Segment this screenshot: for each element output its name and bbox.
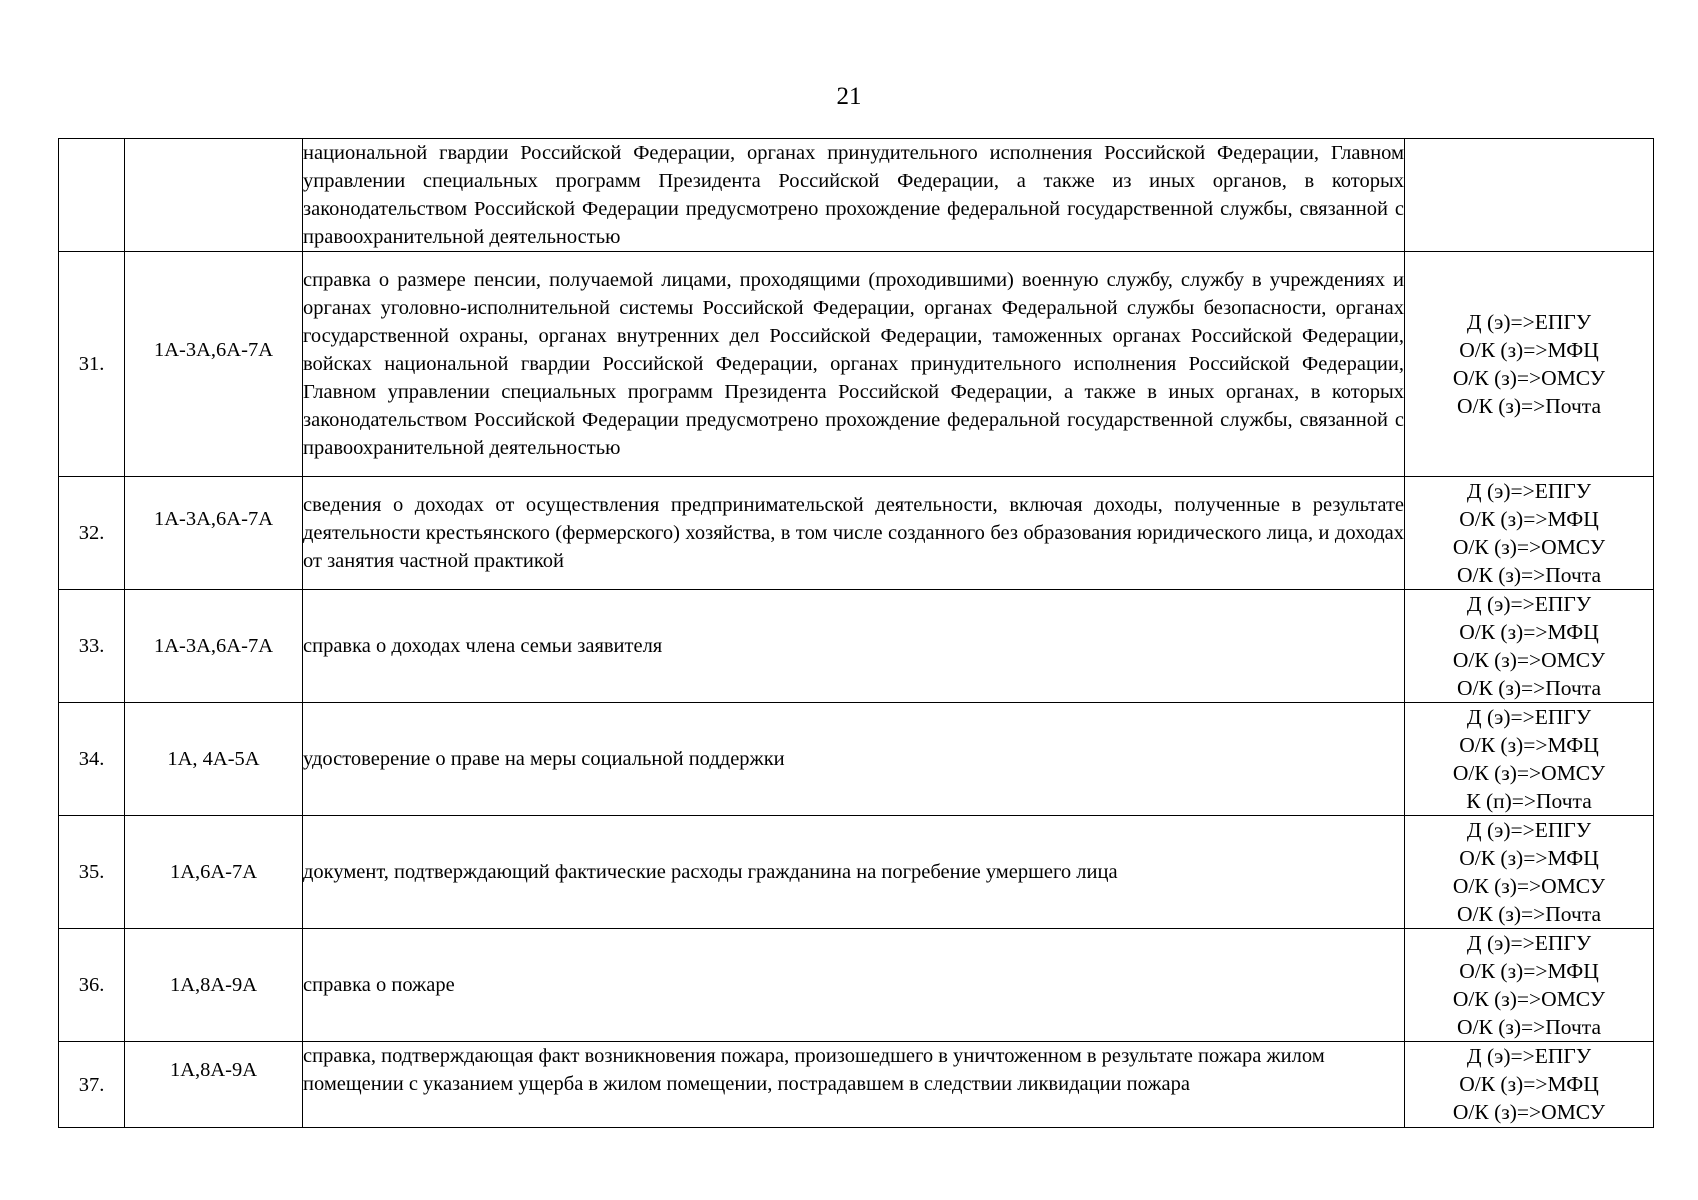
route-line: Д (э)=>ЕПГУ: [1466, 479, 1592, 503]
table-row: [59, 703, 1654, 816]
table-row: [59, 1042, 1654, 1128]
route-line: О/К (з)=>МФЦ: [1459, 620, 1599, 644]
route-line: Д (э)=>ЕПГУ: [1466, 1044, 1592, 1068]
route-line: Д (э)=>ЕПГУ: [1466, 705, 1592, 729]
row-routes: [1405, 929, 1654, 1042]
row-description: справка о пожаре: [303, 929, 1405, 1042]
route-line: О/К (з)=>МФЦ: [1459, 1072, 1599, 1096]
row-description: документ, подтверждающий фактические расходы гражданина на погребение умершего лица: [303, 816, 1405, 929]
route-line: О/К (з)=>МФЦ: [1459, 959, 1599, 983]
row-code: [125, 139, 303, 252]
row-number: 33.: [59, 590, 125, 703]
row-description: справка о размере пенсии, получаемой лицами, проходящими (проходившими) военную службу, службу в учреждениях и органах уголовно-исполнительной системы Российской Федерации, органах Федеральной службы безопасности, органах государственной охраны, органах внутренних дел Российской Федерации, таможенных органах Российской Федерации, войсках национальной гвардии Российской Федерации, органах принудительного исполнения Российской Федерации, Главном управлении специальных программ Президента Российской Федерации, а также в иных органах, в которых законодательством Российской Федерации предусмотрено прохождение федеральной государственной службы, связанной с правоохранительной деятельностью: [303, 252, 1405, 477]
row-description: справка о доходах члена семьи заявителя: [303, 590, 1405, 703]
row-code: 1А,6А-7А: [125, 816, 303, 929]
row-routes: [1405, 477, 1654, 590]
route-line: Д (э)=>ЕПГУ: [1466, 592, 1592, 616]
row-description: справка, подтверждающая факт возникновения пожара, произошедшего в уничтоженном в результате пожара жилом помещении с указанием ущерба в жилом помещении, пострадавшем в следствии ликвидации пожара: [303, 1042, 1405, 1128]
row-routes: [1405, 590, 1654, 703]
table-row: [59, 590, 1654, 703]
row-description: сведения о доходах от осуществления предпринимательской деятельности, включая доходы, полученные в результате деятельности крестьянского (фермерского) хозяйства, в том числе созданного без образования юридического лица, и доходах от занятия частной практикой: [303, 477, 1405, 590]
table-row: [59, 252, 1654, 477]
row-routes: [1405, 139, 1654, 252]
row-code: 1А-3А,6А-7А: [125, 252, 303, 477]
row-number: 36.: [59, 929, 125, 1042]
route-line: К (п)=>Почта: [1466, 789, 1592, 813]
table-row: [59, 929, 1654, 1042]
route-line: Д (э)=>ЕПГУ: [1466, 931, 1592, 955]
row-code: 1А,8А-9А: [125, 1042, 303, 1128]
route-line: О/К (з)=>ОМСУ: [1452, 987, 1606, 1011]
route-line: О/К (з)=>ОМСУ: [1452, 1100, 1606, 1124]
row-number: 32.: [59, 477, 125, 590]
route-line: О/К (з)=>Почта: [1456, 563, 1601, 587]
table-row: [59, 139, 1654, 252]
route-line: Д (э)=>ЕПГУ: [1466, 310, 1592, 334]
page-number: 21: [836, 83, 862, 110]
row-routes: [1405, 252, 1654, 477]
route-line: О/К (з)=>МФЦ: [1459, 846, 1599, 870]
row-number: 37.: [59, 1042, 125, 1128]
row-number: [59, 139, 125, 252]
route-line: О/К (з)=>МФЦ: [1459, 507, 1599, 531]
documents-table: [58, 138, 1654, 1128]
row-number: 34.: [59, 703, 125, 816]
route-line: О/К (з)=>ОМСУ: [1452, 366, 1606, 390]
route-line: О/К (з)=>Почта: [1456, 1015, 1601, 1039]
row-description: национальной гвардии Российской Федерации, органах принудительного исполнения Российской Федерации, Главном управлении специальных программ Президента Российской Федерации, а также из иных органов, в которых законодательством Российской Федерации предусмотрено прохождение федеральной государственной службы, связанной с правоохранительной деятельностью: [303, 139, 1405, 252]
table-row: [59, 816, 1654, 929]
route-line: О/К (з)=>МФЦ: [1459, 733, 1599, 757]
route-line: О/К (з)=>ОМСУ: [1452, 874, 1606, 898]
row-number: 31.: [59, 252, 125, 477]
row-routes: [1405, 816, 1654, 929]
route-line: О/К (з)=>ОМСУ: [1452, 535, 1606, 559]
route-line: О/К (з)=>Почта: [1456, 902, 1601, 926]
row-code: 1А-3А,6А-7А: [125, 477, 303, 590]
row-code: 1А-3А,6А-7А: [125, 590, 303, 703]
route-line: О/К (з)=>МФЦ: [1459, 338, 1599, 362]
route-line: О/К (з)=>ОМСУ: [1452, 648, 1606, 672]
route-line: Д (э)=>ЕПГУ: [1466, 818, 1592, 842]
table-row: [59, 477, 1654, 590]
row-routes: [1405, 703, 1654, 816]
route-line: О/К (з)=>Почта: [1456, 676, 1601, 700]
row-code: 1А, 4А-5А: [125, 703, 303, 816]
row-routes: [1405, 1042, 1654, 1128]
row-code: 1А,8А-9А: [125, 929, 303, 1042]
row-description: удостоверение о праве на меры социальной поддержки: [303, 703, 1405, 816]
route-line: О/К (з)=>Почта: [1456, 394, 1601, 418]
route-line: О/К (з)=>ОМСУ: [1452, 761, 1606, 785]
row-number: 35.: [59, 816, 125, 929]
